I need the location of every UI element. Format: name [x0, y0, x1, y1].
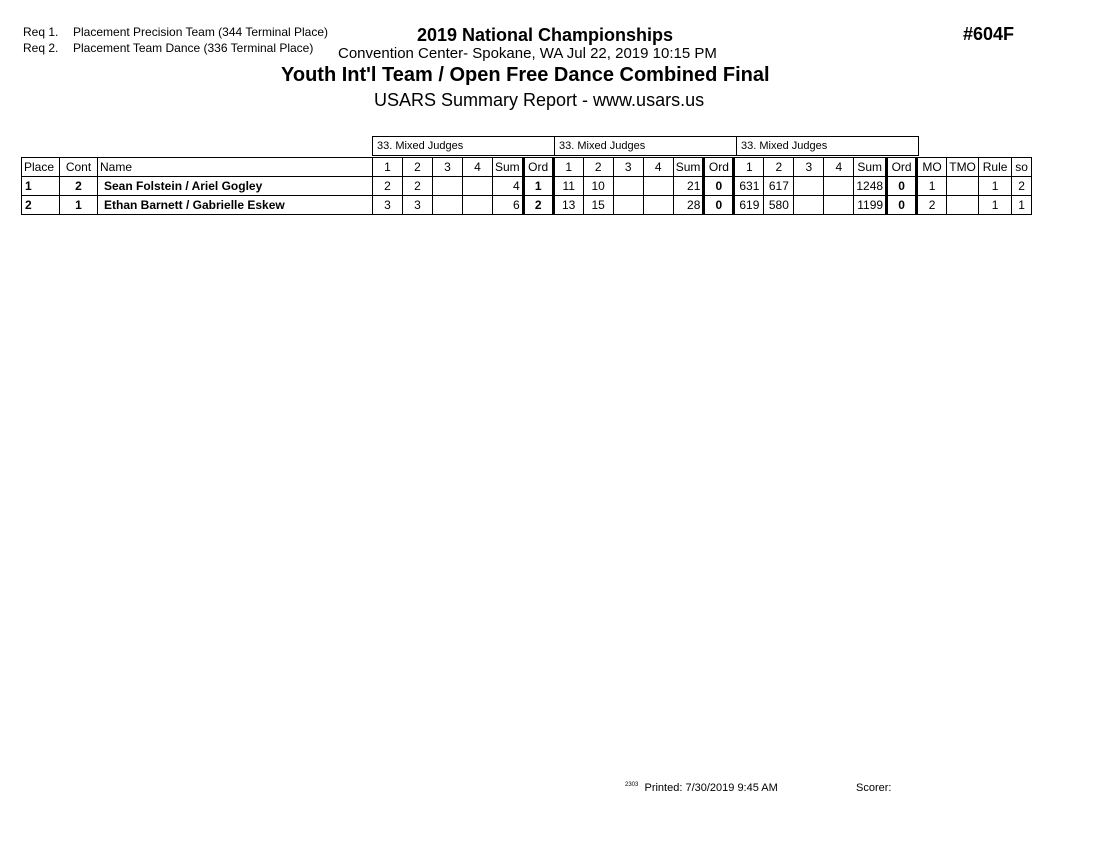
row-skater-names: Sean Folstein / Ariel Gogley [98, 177, 373, 196]
table-header-row [22, 158, 1032, 177]
col-g3-ord: Ord [887, 158, 917, 177]
row-g1-j4 [463, 196, 493, 215]
col-tmo: TMO [947, 158, 979, 177]
judge-group-1: 33. Mixed Judges [373, 137, 555, 156]
col-g1-j2: 2 [403, 158, 433, 177]
col-g3-j2: 2 [764, 158, 794, 177]
row-g3-j1: 631 [734, 177, 764, 196]
judge-group-2: 33. Mixed Judges [555, 137, 737, 156]
row-g3-j2: 617 [764, 177, 794, 196]
footer-code: 2303 [625, 782, 639, 788]
report-subtitle: USARS Summary Report - www.usars.us [374, 90, 705, 110]
row-g3-j4 [824, 177, 854, 196]
col-place: Place [22, 158, 60, 177]
row-place: 1 [22, 177, 60, 196]
row-g3-j4 [824, 196, 854, 215]
col-rule: Rule [979, 158, 1012, 177]
row-g2-j2: 10 [583, 177, 613, 196]
row-g1-j3 [433, 177, 463, 196]
results-table [21, 157, 1032, 215]
requirement-1-number: Req 1. [23, 25, 59, 39]
row-g2-sum: 28 [673, 196, 704, 215]
row-g3-j3 [794, 196, 824, 215]
row-g1-ord: 2 [523, 196, 553, 215]
row-g1-j1: 3 [373, 196, 403, 215]
col-g3-sum: Sum [854, 158, 887, 177]
table-row [22, 177, 1032, 196]
col-cont: Cont [60, 158, 98, 177]
col-so: so [1012, 158, 1032, 177]
row-rule: 1 [979, 177, 1012, 196]
event-code: #604F [963, 24, 1015, 44]
row-g3-j2: 580 [764, 196, 794, 215]
event-title: 2019 National Championships [417, 25, 674, 45]
row-g1-ord: 1 [523, 177, 553, 196]
row-g3-ord: 0 [887, 177, 917, 196]
table-row [22, 196, 1032, 215]
row-g2-j3 [613, 196, 643, 215]
col-mo: MO [917, 158, 947, 177]
row-g2-j2: 15 [583, 196, 613, 215]
col-g1-j1: 1 [373, 158, 403, 177]
row-g2-j1: 13 [553, 196, 583, 215]
row-g2-j3 [613, 177, 643, 196]
row-g2-ord: 0 [704, 196, 734, 215]
scorer-label: Scorer: [856, 782, 892, 794]
row-g2-ord: 0 [704, 177, 734, 196]
row-g3-ord: 0 [887, 196, 917, 215]
footer-printed [625, 782, 778, 794]
row-g2-j1: 11 [553, 177, 583, 196]
venue-line: Convention Center- Spokane, WA Jul 22, 2019 10:15 PM [338, 45, 717, 62]
report-title: Youth Int'l Team / Open Free Dance Combined Final [281, 64, 770, 86]
judge-group-header [372, 136, 919, 156]
printed-timestamp: Printed: 7/30/2019 9:45 AM [644, 782, 778, 794]
col-g1-j3: 3 [433, 158, 463, 177]
requirement-1-text: Placement Precision Team (344 Terminal Place) [73, 25, 329, 39]
requirement-1 [23, 25, 328, 39]
requirement-2-text: Placement Team Dance (336 Terminal Place) [73, 41, 314, 55]
row-g2-j4 [643, 196, 673, 215]
row-g3-j1: 619 [734, 196, 764, 215]
row-g1-j1: 2 [373, 177, 403, 196]
row-place: 2 [22, 196, 60, 215]
row-g1-j2: 2 [403, 177, 433, 196]
row-g2-sum: 21 [673, 177, 704, 196]
requirement-2 [23, 41, 313, 55]
col-g2-sum: Sum [673, 158, 704, 177]
col-g3-j1: 1 [734, 158, 764, 177]
col-g1-sum: Sum [493, 158, 524, 177]
col-g2-ord: Ord [704, 158, 734, 177]
col-g2-j2: 2 [583, 158, 613, 177]
row-so: 2 [1012, 177, 1032, 196]
row-cont: 1 [60, 196, 98, 215]
col-g3-j3: 3 [794, 158, 824, 177]
row-rule: 1 [979, 196, 1012, 215]
row-g3-j3 [794, 177, 824, 196]
row-tmo [947, 177, 979, 196]
requirement-2-number: Req 2. [23, 41, 59, 55]
row-tmo [947, 196, 979, 215]
row-so: 1 [1012, 196, 1032, 215]
row-g2-j4 [643, 177, 673, 196]
row-cont: 2 [60, 177, 98, 196]
row-mo: 2 [917, 196, 947, 215]
col-name: Name [98, 158, 373, 177]
row-g3-sum: 1199 [854, 196, 887, 215]
judge-group-3: 33. Mixed Judges [737, 137, 919, 156]
col-g2-j1: 1 [553, 158, 583, 177]
col-g2-j3: 3 [613, 158, 643, 177]
col-g2-j4: 4 [643, 158, 673, 177]
col-g1-ord: Ord [523, 158, 553, 177]
row-g1-j2: 3 [403, 196, 433, 215]
row-g3-sum: 1248 [854, 177, 887, 196]
row-mo: 1 [917, 177, 947, 196]
col-g3-j4: 4 [824, 158, 854, 177]
row-g1-j3 [433, 196, 463, 215]
row-g1-sum: 6 [493, 196, 524, 215]
col-g1-j4: 4 [463, 158, 493, 177]
row-g1-sum: 4 [493, 177, 524, 196]
row-skater-names: Ethan Barnett / Gabrielle Eskew [98, 196, 373, 215]
row-g1-j4 [463, 177, 493, 196]
